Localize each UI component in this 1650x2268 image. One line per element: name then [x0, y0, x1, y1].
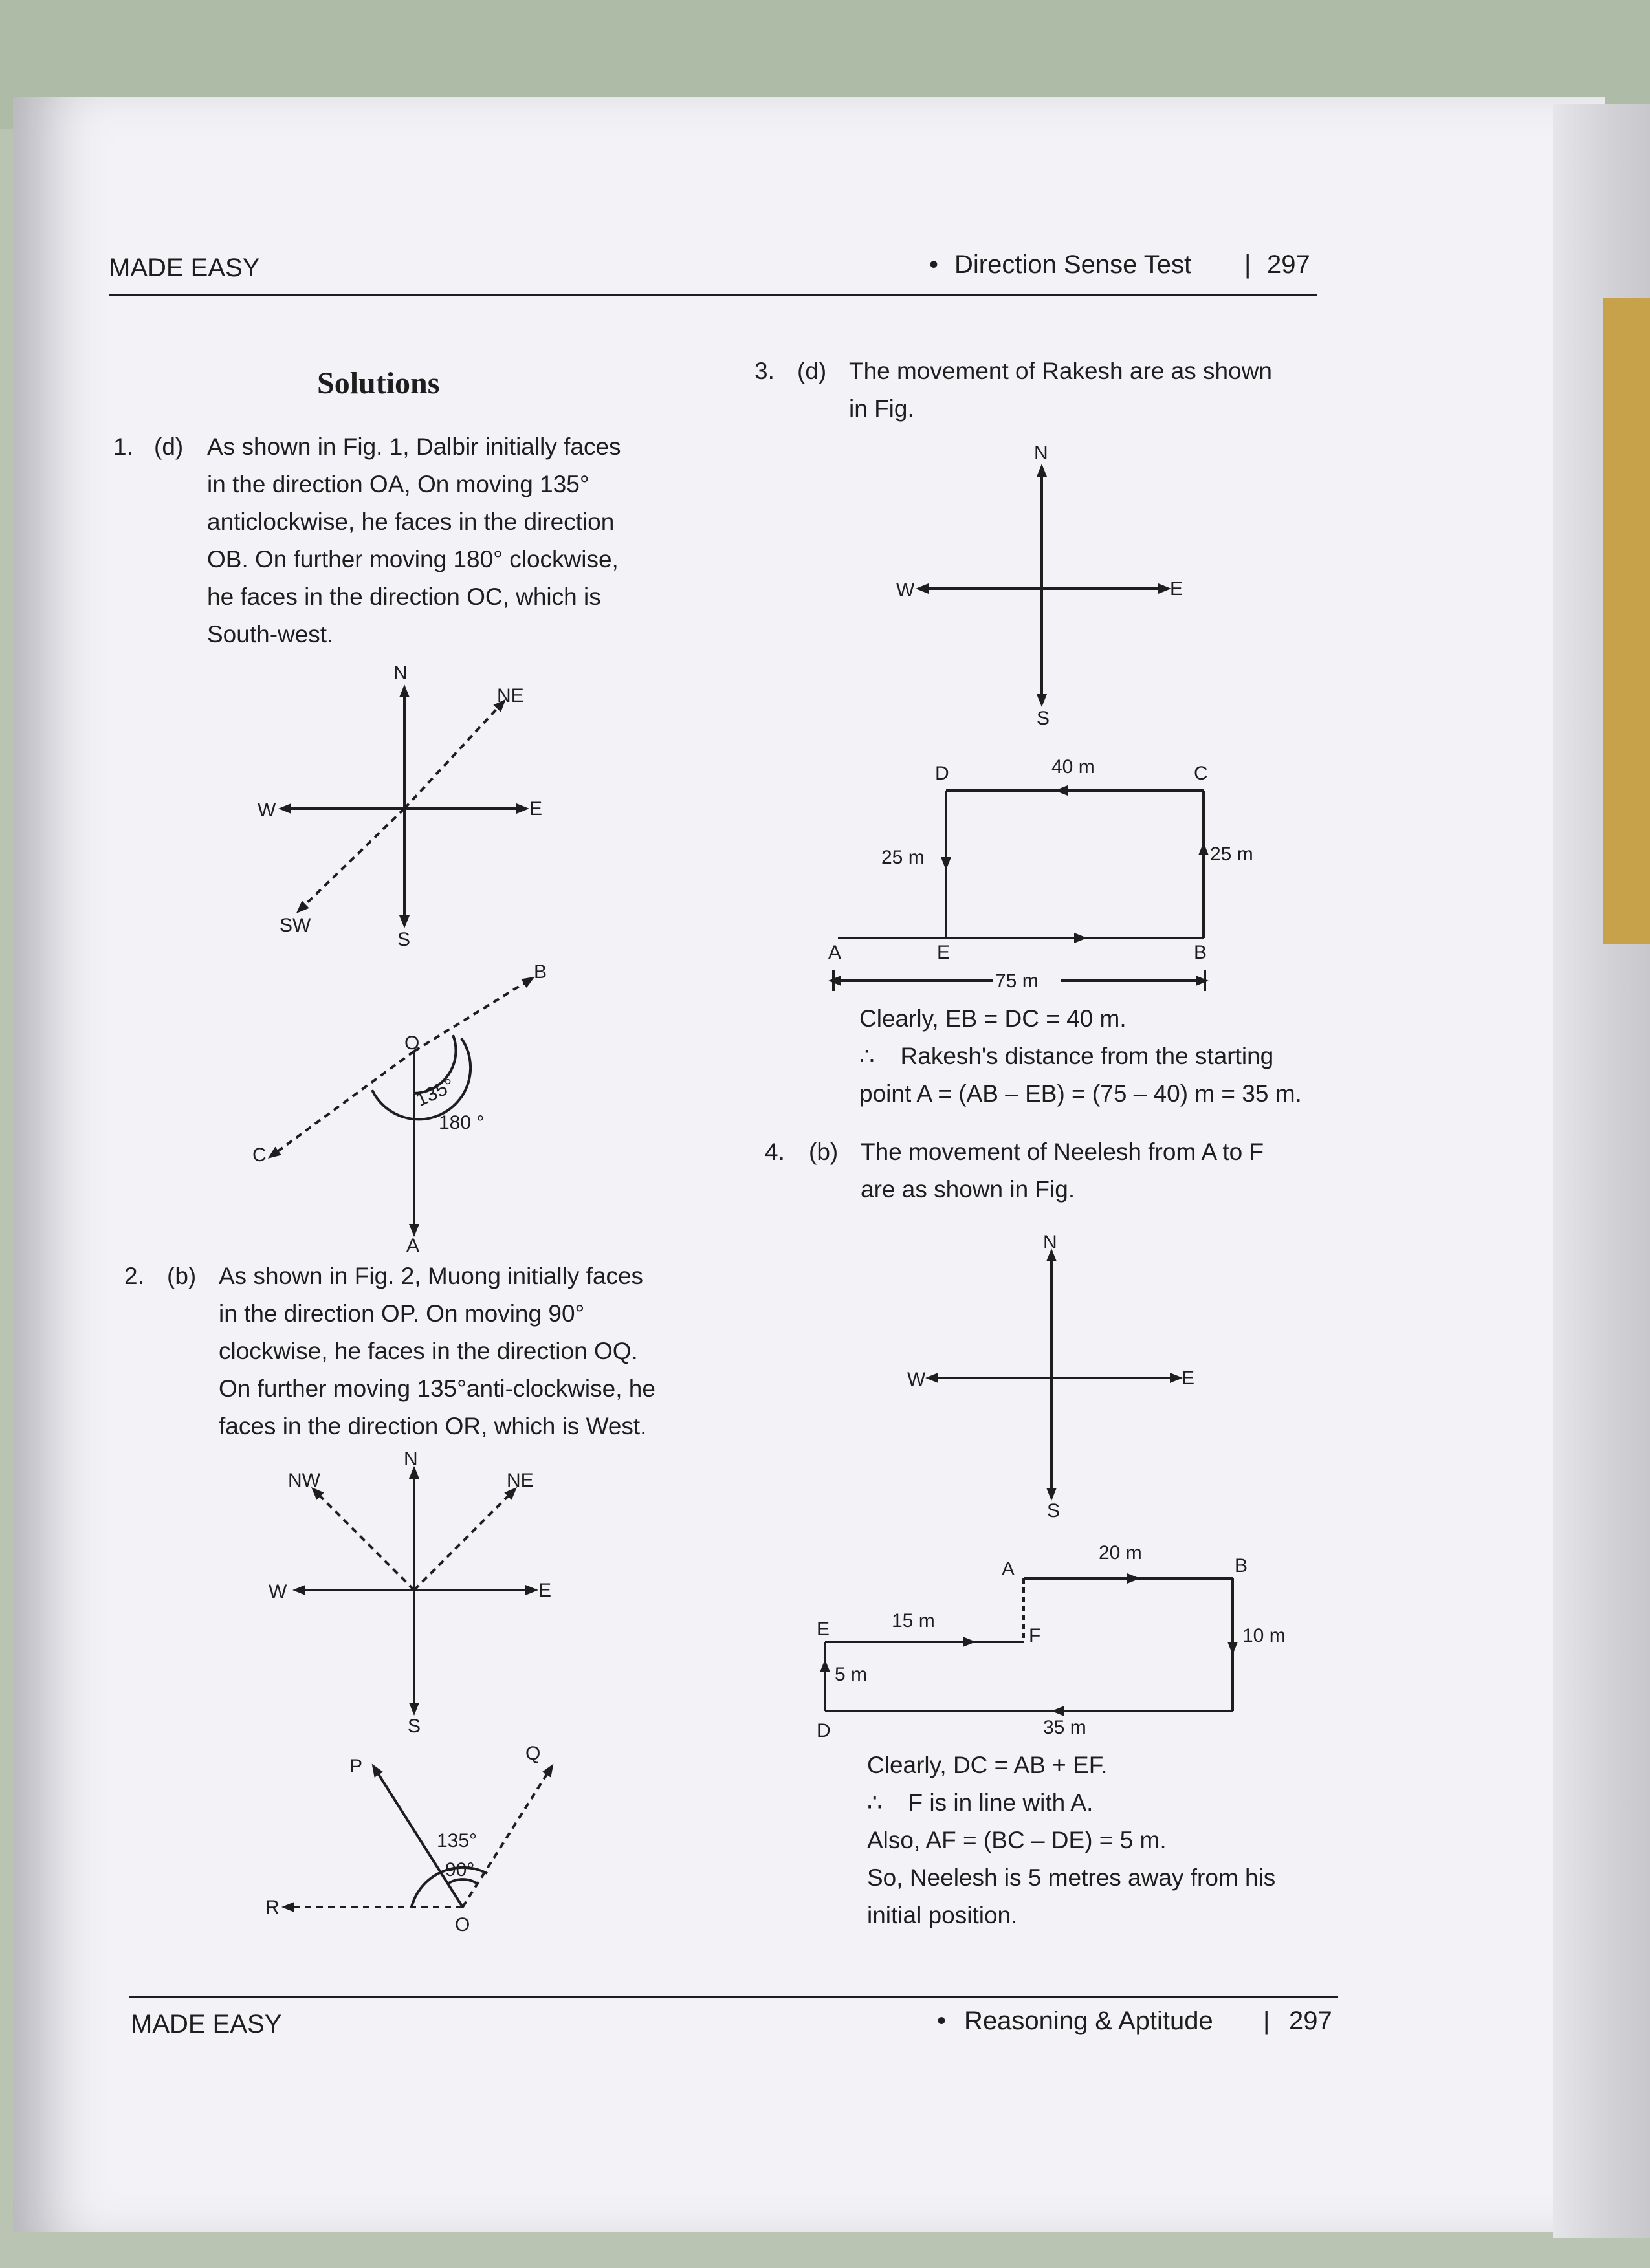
fig3-label-C: C [1194, 763, 1208, 784]
fig1-label-SW: SW [280, 915, 311, 936]
fig3-dist-de: 25 m [881, 847, 925, 868]
q1-line: anticlockwise, he faces in the direction [207, 508, 615, 535]
fig2-label-P: P [349, 1756, 363, 1777]
fig4-label-N: N [1043, 1232, 1057, 1253]
fig1-sw-arrow [301, 809, 404, 909]
q1-number: 1. [113, 433, 133, 460]
q3-option: (d) [797, 358, 827, 384]
q4-number: 4. [765, 1139, 785, 1165]
fig1-oc-arrow [273, 1051, 414, 1155]
fig1-label-E: E [529, 798, 543, 820]
q4-option: (b) [809, 1139, 839, 1165]
q2-option: (b) [167, 1263, 197, 1289]
fig2-angle-135: 135° [437, 1830, 478, 1851]
fig4-label-W: W [907, 1369, 926, 1390]
fig3-label-N: N [1034, 442, 1048, 464]
fig4-label-A: A [1002, 1558, 1015, 1580]
fig3-label-E: E [937, 942, 951, 963]
fig4-label-E: E [1182, 1368, 1195, 1389]
q3-after-line: Clearly, EB = DC = 40 m. [859, 1005, 1127, 1032]
fig1-label-NE: NE [497, 685, 524, 706]
fig2-compass [299, 1472, 532, 1709]
q2-line: faces in the direction OR, which is West. [219, 1413, 647, 1439]
fig2-label-W: W [269, 1581, 287, 1602]
footer-book: Reasoning & Aptitude [964, 2007, 1213, 2035]
q4-line: are as shown in Fig. [861, 1176, 1075, 1203]
q2-line: in the direction OP. On moving 90° [219, 1300, 585, 1327]
fig2-label-N: N [404, 1448, 418, 1470]
q4-after-line: ∴ F is in line with A. [867, 1789, 1094, 1816]
q1-line: As shown in Fig. 1, Dalbir initially faces [207, 433, 621, 460]
header-page-number: 297 [1267, 250, 1310, 279]
therefore-symbol: ∴ [859, 1043, 875, 1069]
fig4-dist-bc: 10 m [1242, 1625, 1286, 1646]
q4-after-line: Also, AF = (BC – DE) = 5 m. [867, 1827, 1167, 1853]
fig3-path [833, 791, 1205, 991]
header-bullet: • [929, 250, 939, 279]
header-left: MADE EASY [109, 254, 260, 282]
q2-line: As shown in Fig. 2, Muong initially faces [219, 1263, 644, 1289]
footer-page-number: 297 [1289, 2007, 1332, 2035]
fig1-label-S: S [397, 929, 411, 950]
fig3-label-S: S [1037, 708, 1050, 729]
fig4-label-B: B [1235, 1555, 1248, 1576]
fig2-angle-90: 90° [445, 1859, 475, 1881]
fig1-compass [285, 691, 523, 922]
fig1-label-C: C [252, 1144, 267, 1166]
fig4-dist-ef: 15 m [892, 1610, 935, 1631]
fig4-label-F: F [1029, 1625, 1041, 1646]
fig4-label-E: E [817, 1619, 830, 1640]
fig3-label-B: B [1194, 942, 1207, 963]
fig1-label-N: N [393, 662, 408, 684]
q4-after-line: So, Neelesh is 5 metres away from his [867, 1864, 1276, 1891]
fig2-nw-arrow [316, 1492, 414, 1590]
q3-after-line: ∴ Rakesh's distance from the starting [859, 1043, 1274, 1069]
fig2-ne-arrow [414, 1492, 512, 1590]
fig4-dist-ab: 20 m [1099, 1542, 1142, 1564]
fig3-compass [922, 470, 1165, 701]
fig2-label-S: S [408, 1716, 421, 1737]
fig2-rotation [288, 1769, 550, 1907]
q1-line: South-west. [207, 621, 334, 648]
footer-bullet: • [937, 2007, 947, 2035]
fig2-label-E: E [538, 1580, 552, 1601]
fig2-label-NW: NW [288, 1470, 320, 1491]
fig1-angle-180: 180 ° [439, 1112, 485, 1133]
fig3-label-W: W [896, 580, 915, 601]
q2-number: 2. [124, 1263, 144, 1289]
q1-line: OB. On further moving 180° clockwise, [207, 546, 619, 572]
q4-line: The movement of Neelesh from A to F [861, 1139, 1264, 1165]
fig4-compass [932, 1255, 1176, 1494]
q2-line: On further moving 135°anti-clockwise, he [219, 1375, 655, 1402]
fig4-label-S: S [1047, 1500, 1061, 1521]
footer-left: MADE EASY [131, 2010, 282, 2038]
solutions-title: Solutions [317, 366, 440, 400]
fig3-dist-bc: 25 m [1210, 844, 1253, 865]
fig1-label-W: W [258, 800, 276, 821]
fig2-label-R: R [265, 1897, 280, 1918]
fig1-ob-arrow [414, 980, 529, 1051]
fig1-angle-135: 135° [412, 1074, 458, 1111]
q3-line: in Fig. [849, 395, 914, 422]
q4-after-line: Clearly, DC = AB + EF. [867, 1752, 1108, 1778]
fig2-label-NE: NE [507, 1470, 534, 1491]
fig1-ne-arrow [404, 704, 501, 809]
fig3-dist-ab: 75 m [995, 970, 1039, 992]
fig3-dist-cd: 40 m [1051, 756, 1095, 778]
q1-line: he faces in the direction OC, which is [207, 583, 601, 610]
fig3-label-D: D [935, 763, 949, 784]
fig2-label-O: O [455, 1914, 470, 1935]
q4-after-line: initial position. [867, 1902, 1018, 1928]
fig1-label-B: B [534, 961, 547, 983]
header-section: Direction Sense Test [954, 250, 1192, 279]
q3-after-line: point A = (AB – EB) = (75 – 40) m = 35 m. [859, 1080, 1302, 1107]
fig1-label-O: O [404, 1032, 420, 1054]
fig3-label-E: E [1170, 578, 1183, 600]
fig2-label-Q: Q [525, 1743, 541, 1764]
fig4-label-D: D [817, 1720, 831, 1741]
q2-line: clockwise, he faces in the direction OQ. [219, 1338, 638, 1364]
header-separator: | [1244, 250, 1251, 279]
fig3-label-A: A [828, 942, 842, 963]
therefore-symbol: ∴ [867, 1789, 883, 1816]
fig1-rotation [273, 980, 529, 1230]
q3-line: The movement of Rakesh are as shown [849, 358, 1272, 384]
q1-line: in the direction OA, On moving 135° [207, 471, 589, 497]
fig4-dist-de: 5 m [835, 1664, 868, 1685]
q3-number: 3. [754, 358, 775, 384]
fig4-dist-cd: 35 m [1043, 1717, 1086, 1738]
footer-separator: | [1263, 2007, 1270, 2035]
fig1-label-A: A [406, 1235, 420, 1256]
q1-option: (d) [154, 433, 184, 460]
